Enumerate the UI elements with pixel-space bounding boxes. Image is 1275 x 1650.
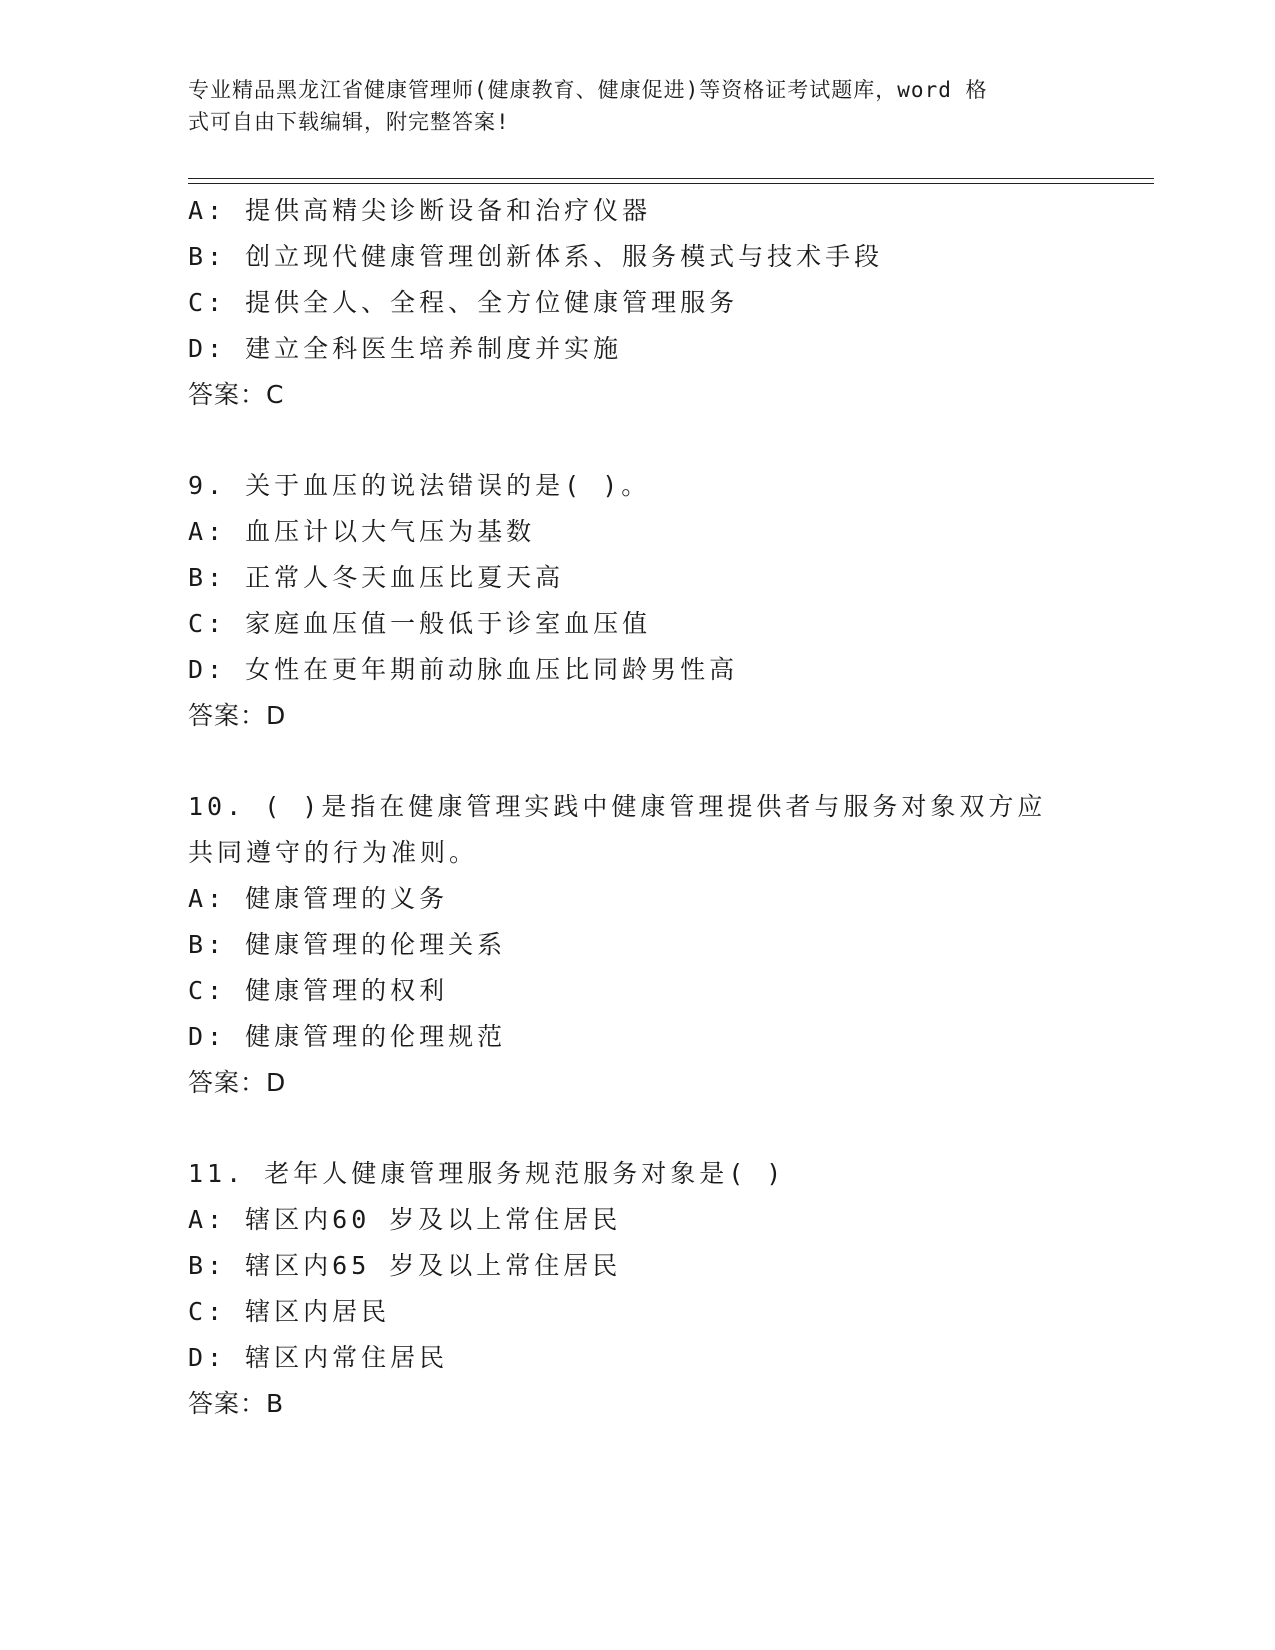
- header-divider-top: [188, 178, 1154, 179]
- option-b: B: 健康管理的伦理关系: [188, 930, 507, 959]
- header-line-1: 专业精品黑龙江省健康管理师(健康教育、健康促进)等资格证考试题库，word 格: [188, 78, 988, 102]
- document-header: [188, 74, 1068, 138]
- question-10: [188, 784, 1088, 1106]
- question-11: [188, 1151, 1088, 1427]
- question-list: [188, 188, 1088, 1427]
- option-b: B: 创立现代健康管理创新体系、服务模式与技术手段: [188, 242, 884, 271]
- question-stem-line-1: 10. ( )是指在健康管理实践中健康管理提供者与服务对象双方应: [188, 792, 1047, 821]
- option-a: A: 血压计以大气压为基数: [188, 517, 536, 546]
- option-c: C: 家庭血压值一般低于诊室血压值: [188, 609, 652, 638]
- option-c: C: 辖区内居民: [188, 1297, 391, 1326]
- option-b: B: 正常人冬天血压比夏天高: [188, 563, 565, 592]
- question-stem: 11. 老年人健康管理服务规范服务对象是( ): [188, 1159, 786, 1188]
- option-a: A: 健康管理的义务: [188, 884, 449, 913]
- option-c: C: 提供全人、全程、全方位健康管理服务: [188, 288, 739, 317]
- header-divider-bottom: [188, 183, 1154, 184]
- question-9: [188, 463, 1088, 739]
- question-spacer: [188, 418, 1088, 463]
- option-a: A: 辖区内60 岁及以上常住居民: [188, 1205, 622, 1234]
- option-d: D: 健康管理的伦理规范: [188, 1022, 507, 1051]
- header-line-2: 式可自由下载编辑，附完整答案!: [188, 110, 510, 134]
- option-d: D: 女性在更年期前动脉血压比同龄男性高: [188, 655, 739, 684]
- answer-line: 答案：D: [188, 1068, 287, 1097]
- question-spacer: [188, 1106, 1088, 1151]
- option-d: D: 辖区内常住居民: [188, 1343, 449, 1372]
- option-d: D: 建立全科医生培养制度并实施: [188, 334, 623, 363]
- answer-line: 答案：B: [188, 1389, 285, 1418]
- option-a: A: 提供高精尖诊断设备和治疗仪器: [188, 196, 652, 225]
- answer-line: 答案：D: [188, 701, 287, 730]
- question-spacer: [188, 739, 1088, 784]
- option-c: C: 健康管理的权利: [188, 976, 449, 1005]
- question-stem-line-2: 共同遵守的行为准则。: [188, 838, 479, 867]
- question-stem: 9. 关于血压的说法错误的是( )。: [188, 471, 651, 500]
- option-b: B: 辖区内65 岁及以上常住居民: [188, 1251, 622, 1280]
- answer-line: 答案：C: [188, 380, 285, 409]
- question-8-continued: [188, 188, 1088, 418]
